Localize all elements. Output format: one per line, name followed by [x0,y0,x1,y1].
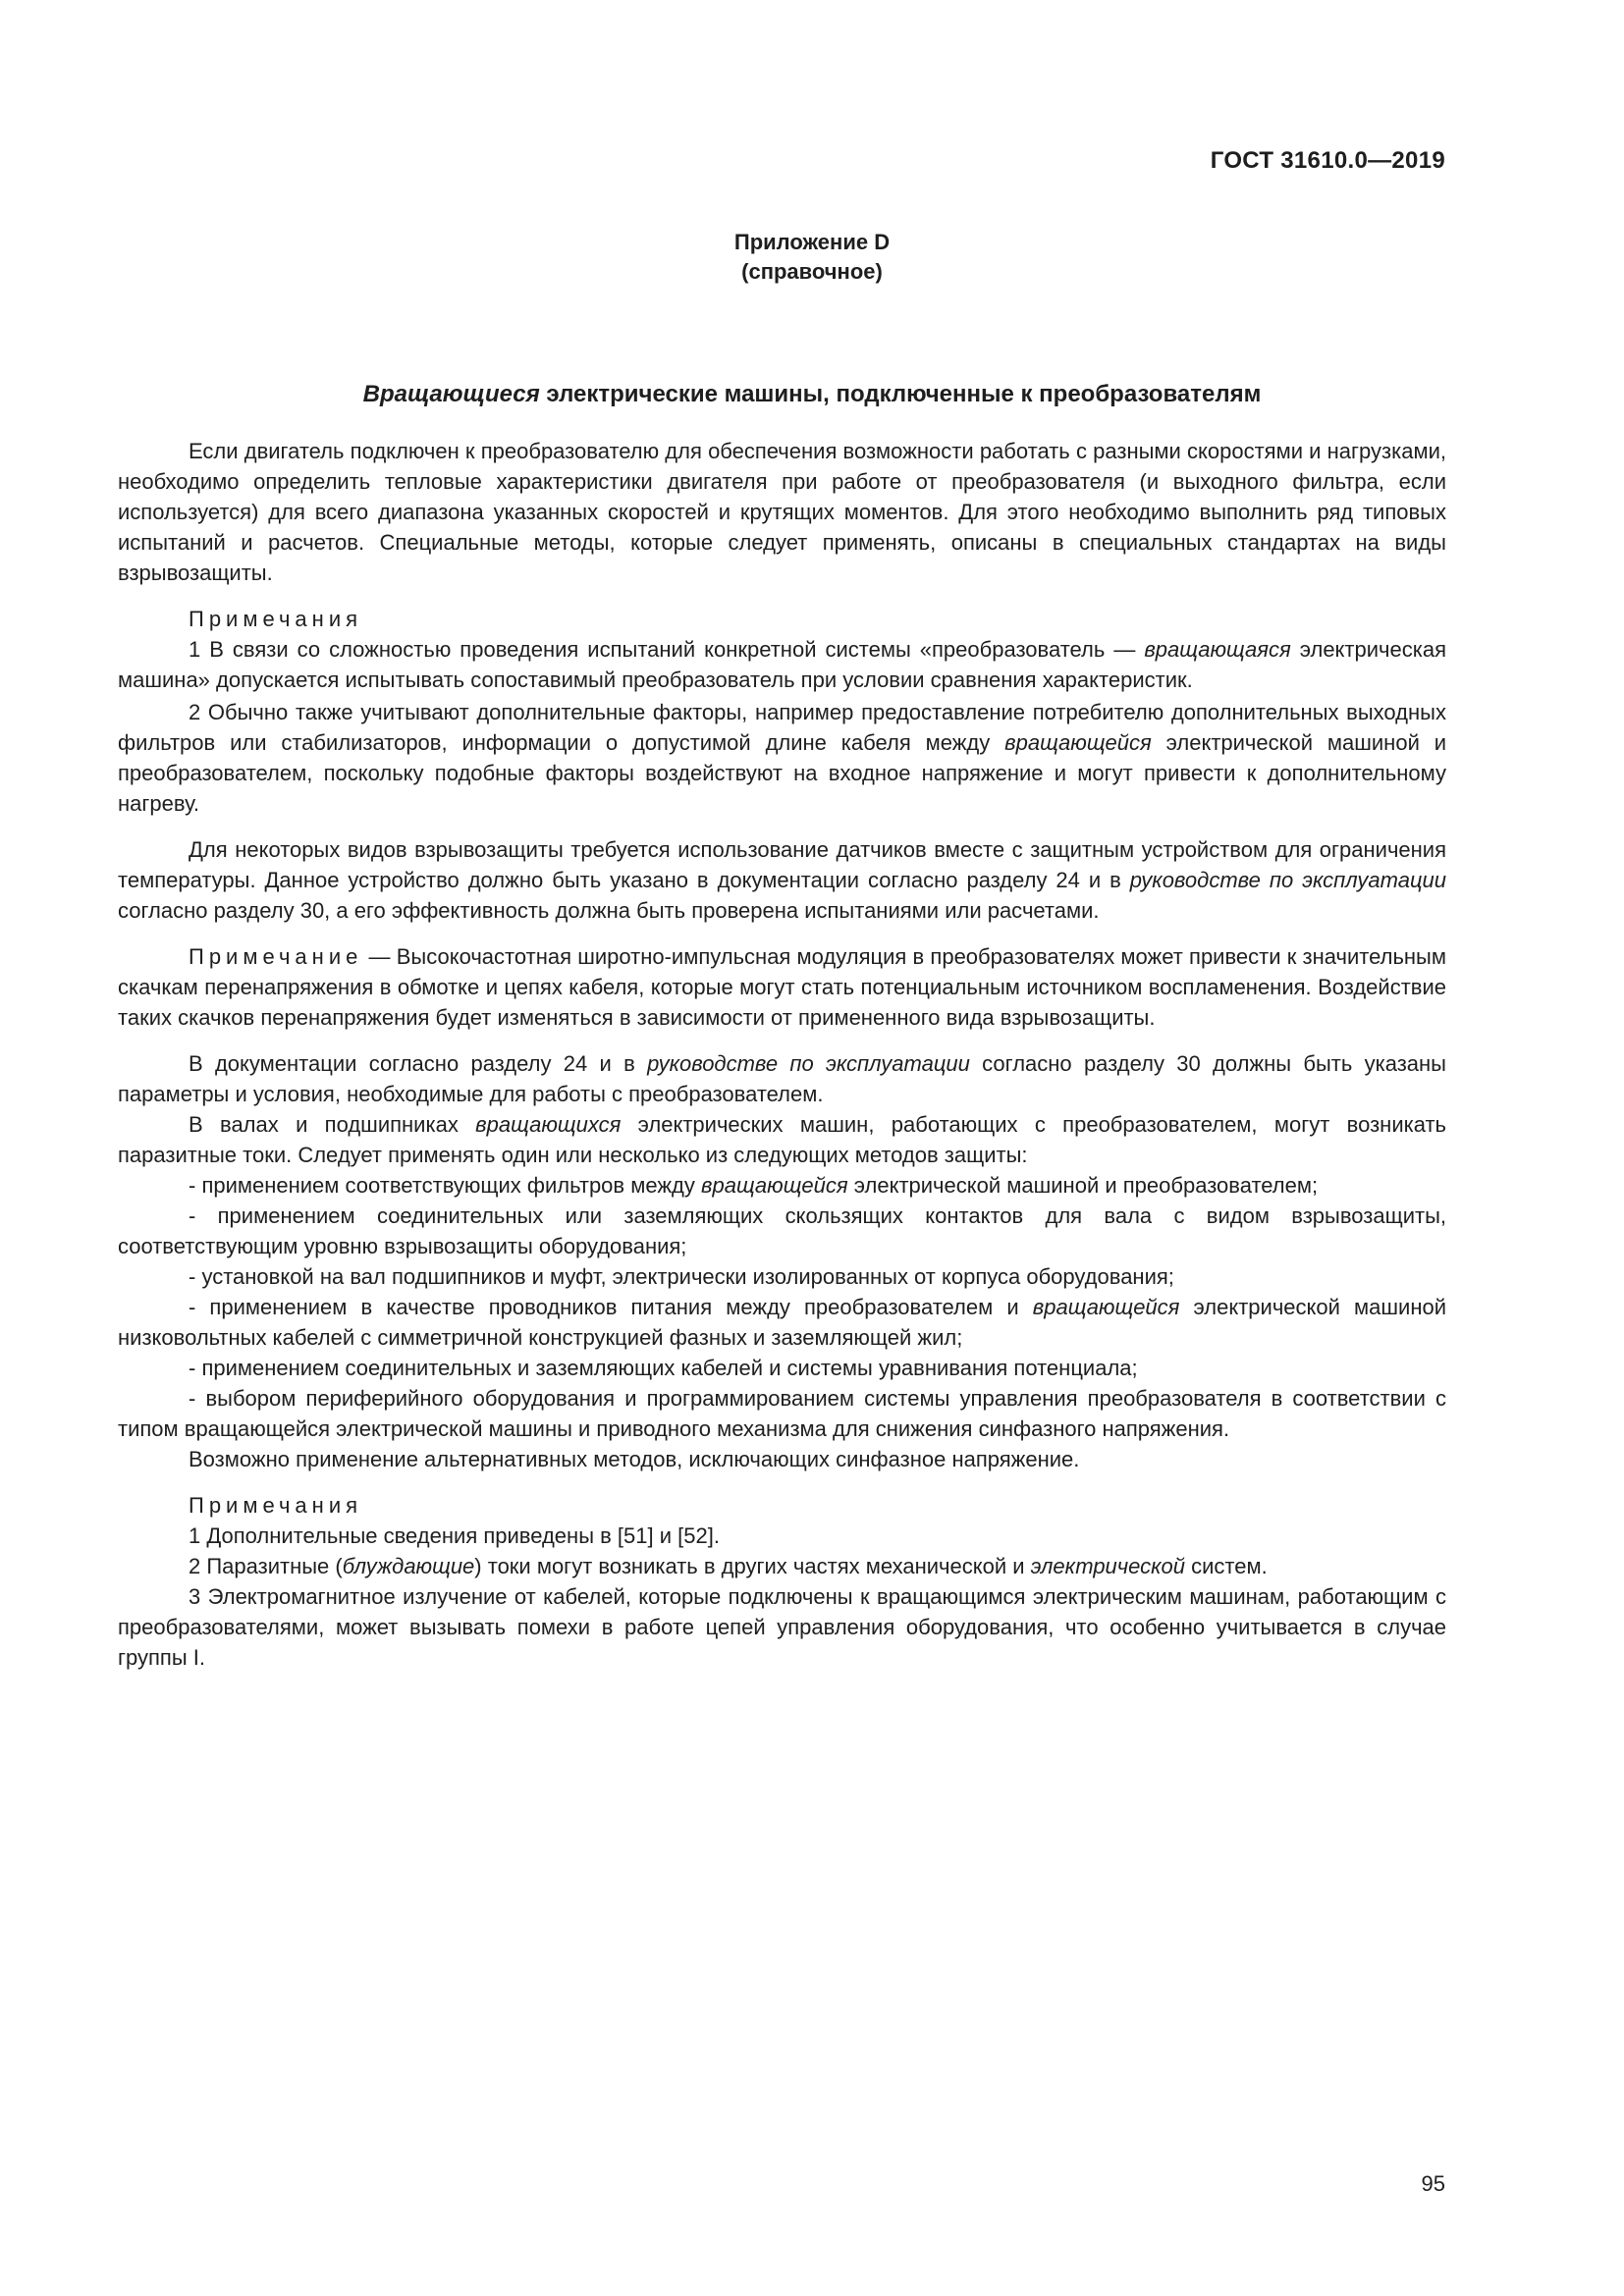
list-item-grounding: - применением соединительных и заземляющих кабелей и системы уравнивания потенциала; [189,1356,1138,1380]
paragraph-temperature-sensors: Для некоторых видов взрывозащиты требуется использование датчиков вместе с защитным устройством для ограничения температуры. Данное устройство должно быть указано в документации согласно разделу 24 и в руководстве по эксплуатации согласно разделу 30, а его эффективность должна быть проверена испытаниями или расчетами. [118,837,1446,923]
list-item-contacts: - применением соединительных или заземляющих скользящих контактов для вала с видом взрывозащиты, соответствующим уровню взрывозащиты оборудования; [118,1203,1446,1258]
list-item-bearings: - установкой на вал подшипников и муфт, электрически изолированных от корпуса оборудования; [189,1264,1174,1289]
note-3-1: 1 Дополнительные сведения приведены в [51] и [52]. [189,1523,720,1548]
appendix-label: Приложение D [733,230,891,254]
list-item-cables: - применением в качестве проводников питания между преобразователем и вращающейся электрической машиной низковольтных кабелей с симметричной конструкцией фазных и заземляющей жил; [118,1295,1446,1350]
section-title [0,379,1624,410]
note-heading-2: Примечание [189,944,363,969]
note-3-2: 2 Паразитные (блуждающие) токи могут возникать в других частях механической и электрической систем. [189,1554,1268,1578]
list-item-peripherals: - выбором периферийного оборудования и программированием системы управления преобразователя в соответствии с типом вращающейся электрической машины и приводного механизма для снижения синфазного напряжения. [118,1386,1446,1441]
notes-heading-3: Примечания [189,1493,363,1518]
appendix-heading [0,228,1624,287]
note-1-1: 1 В связи со сложностью проведения испытаний конкретной системы «преобразователь — вращающаяся электрическая машина» допускается испытывать сопоставимый преобразователь при условии сравнения характеристик. [118,637,1446,692]
paragraph-documentation: В документации согласно разделу 24 и в руководстве по эксплуатации согласно разделу 30 должны быть указаны параметры и условия, необходимые для работы с преобразователем. [118,1051,1446,1106]
paragraph-intro: Если двигатель подключен к преобразователю для обеспечения возможности работать с разными скоростями и нагрузками, необходимо определить тепловые характеристики двигателя при работе от преобразователя (и выходного фильтра, если используется) для всего диапазона указанных скоростей и крутящих моментов. Для этого необходимо выполнить ряд типовых испытаний и расчетов. Специальные методы, которые следует применять, описаны в специальных стандартах на виды взрывозащиты. [118,439,1446,585]
notes-heading-1: Примечания [189,607,363,631]
page-number: 95 [1421,2171,1445,2196]
paragraph-parasitic-currents: В валах и подшипниках вращающихся электрических машин, работающих с преобразователем, могут возникать паразитные токи. Следует применять один или несколько из следующих методов защиты: [118,1112,1447,1167]
appendix-type: (справочное) [741,259,883,284]
note-pwm: Примечание — Высокочастотная широтно-импульсная модуляция в преобразователях может привести к значительным скачкам перенапряжения в обмотке и цепях кабеля, которые могут стать потенциальным источником воспламенения. Воздействие таких скачков перенапряжения будет изменяться в зависимости от примененного вида взрывозащиты. [118,944,1446,1030]
document-code: ГОСТ 31610.0—2019 [1210,147,1445,174]
note-1-2: 2 Обычно также учитывают дополнительные факторы, например предоставление потребителю дополнительных выходных фильтров или стабилизаторов, информации о допустимой длине кабеля между вращающейся электрической машиной и преобразователем, поскольку подобные факторы воздействуют на входное напряжение и могут привести к дополнительному нагреву. [118,700,1447,816]
paragraph-alternatives: Возможно применение альтернативных методов, исключающих синфазное напряжение. [189,1447,1080,1471]
section-title-rest: электрические машины, подключенные к преобразователям [539,381,1262,407]
body-text [118,436,1446,1673]
section-title-italic: Вращающиеся [362,381,540,407]
note-3-3: 3 Электромагнитное излучение от кабелей, которые подключены к вращающимся электрическим машинам, работающим с преобразователями, может вызывать помехи в работе цепей управления оборудования, что особенно учитывается в случае группы I. [118,1584,1446,1670]
list-item-filters: - применением соответствующих фильтров между вращающейся электрической машиной и преобразователем; [189,1173,1319,1198]
